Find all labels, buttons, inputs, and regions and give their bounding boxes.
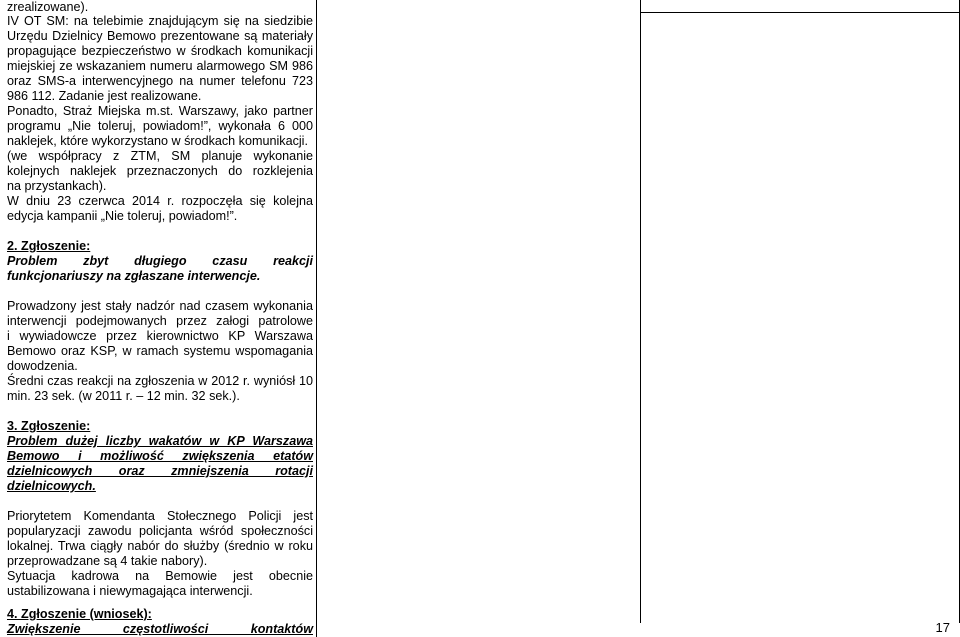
zgloszenie-4-heading: 4. Zgłoszenie (wniosek): bbox=[7, 607, 152, 621]
zgloszenie-2-body-line: Średni czas reakcji na zgłoszenia w 2012 r. wyniósł 10 bbox=[7, 374, 313, 388]
item4-line: IV OT SM: na telebimie znajdującym się na siedzibie bbox=[7, 14, 313, 28]
item4-line: propagujące bezpieczeństwo w środkach komunikacji bbox=[7, 44, 313, 58]
zgloszenie-2-body-line: i wywiadowcze przez kierownictwo KP Warszawa bbox=[7, 329, 313, 343]
ponadto-line: edycja kampanii „Nie toleruj, powiadom!”. bbox=[7, 209, 238, 223]
zgloszenie-3-title-line: Bemowo i możliwość zwiększenia etatów bbox=[7, 449, 313, 463]
table-cell-top-border bbox=[640, 12, 960, 13]
zgloszenie-4-title-line: Zwiększenie częstotliwości kontaktów bbox=[7, 622, 313, 636]
ponadto-line: na przystankach). bbox=[7, 179, 107, 193]
zgloszenie-3-body-line: Priorytetem Komendanta Stołecznego Policji jest bbox=[7, 509, 313, 523]
table-border-left bbox=[316, 0, 317, 637]
item4-line: oraz SMS-a interwencyjnego na numer telefonu 723 bbox=[7, 74, 313, 88]
zgloszenie-4 bbox=[7, 607, 313, 637]
zgloszenie-2-body-line: Prowadzony jest stały nadzór nad czasem wykonania bbox=[7, 299, 313, 313]
ponadto-block bbox=[7, 104, 313, 224]
zgloszenie-3-title-line: Problem dużej liczby wakatów w KP Warszawa bbox=[7, 434, 313, 448]
page-number: 17 bbox=[935, 620, 950, 635]
zgloszenie-2-body-line: min. 23 sek. (w 2011 r. – 12 min. 32 sek.). bbox=[7, 389, 240, 403]
ponadto-line: Ponadto, Straż Miejska m.st. Warszawy, jako partner bbox=[7, 104, 313, 118]
zgloszenie-2-body-line: interwencji podejmowanych przez załogi patrolowe bbox=[7, 314, 313, 328]
zgloszenie-2 bbox=[7, 239, 313, 404]
item4-line: Urzędu Dzielnicy Bemowo prezentowane są materiały bbox=[7, 29, 313, 43]
zgloszenie-2-heading: 2. Zgłoszenie: bbox=[7, 239, 91, 253]
ponadto-line: W dniu 23 czerwca 2014 r. rozpoczęła się kolejna bbox=[7, 194, 313, 208]
ponadto-line: programu „Nie toleruj, powiadom!”, wykonała 6 000 bbox=[7, 119, 313, 133]
zgloszenie-3-heading: 3. Zgłoszenie: bbox=[7, 419, 91, 433]
zgloszenie-3-body-line: Sytuacja kadrowa na Bemowie jest obecnie bbox=[7, 569, 313, 583]
ponadto-line: naklejek, które wykorzystano w środkach komunikacji. bbox=[7, 134, 308, 148]
ponadto-line: kolejnych naklejek przeznaczonych do rozklejenia bbox=[7, 164, 313, 178]
zgloszenie-3 bbox=[7, 419, 313, 599]
zgloszenie-3-body-line: popularyzacji zawodu policjanta wśród społeczności bbox=[7, 524, 313, 538]
top-line: zrealizowane). bbox=[7, 0, 89, 14]
zgloszenie-3-body-line: ustabilizowana i niewymagająca interwencji. bbox=[7, 584, 253, 598]
zgloszenie-2-body-line: Bemowo oraz KSP, w ramach systemu wspomagania bbox=[7, 344, 313, 358]
ponadto-line: (we współpracy z ZTM, SM planuje wykonanie bbox=[7, 149, 313, 163]
zgloszenie-3-body-line: przeprowadzane są 4 takie nabory). bbox=[7, 554, 208, 568]
zgloszenie-2-body-line: dowodzenia. bbox=[7, 359, 78, 373]
item4-line: miejskiej ze wskazaniem numeru alarmowego SM 986 bbox=[7, 59, 313, 73]
zgloszenie-3-title-line: dzielnicowych oraz zmniejszenia rotacji bbox=[7, 464, 313, 478]
item4-line: 986 112. Zadanie jest realizowane. bbox=[7, 89, 202, 103]
item-4-block bbox=[7, 14, 313, 104]
zgloszenie-3-body-line: lokalnej. Trwa ciągły nabór do służby (średnio w roku bbox=[7, 539, 313, 553]
table-border-middle bbox=[640, 0, 641, 623]
zgloszenie-2-title-line: Problem zbyt długiego czasu reakcji bbox=[7, 254, 313, 268]
zgloszenie-2-title-line: funkcjonariuszy na zgłaszane interwencje. bbox=[7, 269, 261, 283]
left-column-text bbox=[7, 0, 313, 637]
zgloszenie-3-title-line: dzielnicowych. bbox=[7, 479, 96, 493]
